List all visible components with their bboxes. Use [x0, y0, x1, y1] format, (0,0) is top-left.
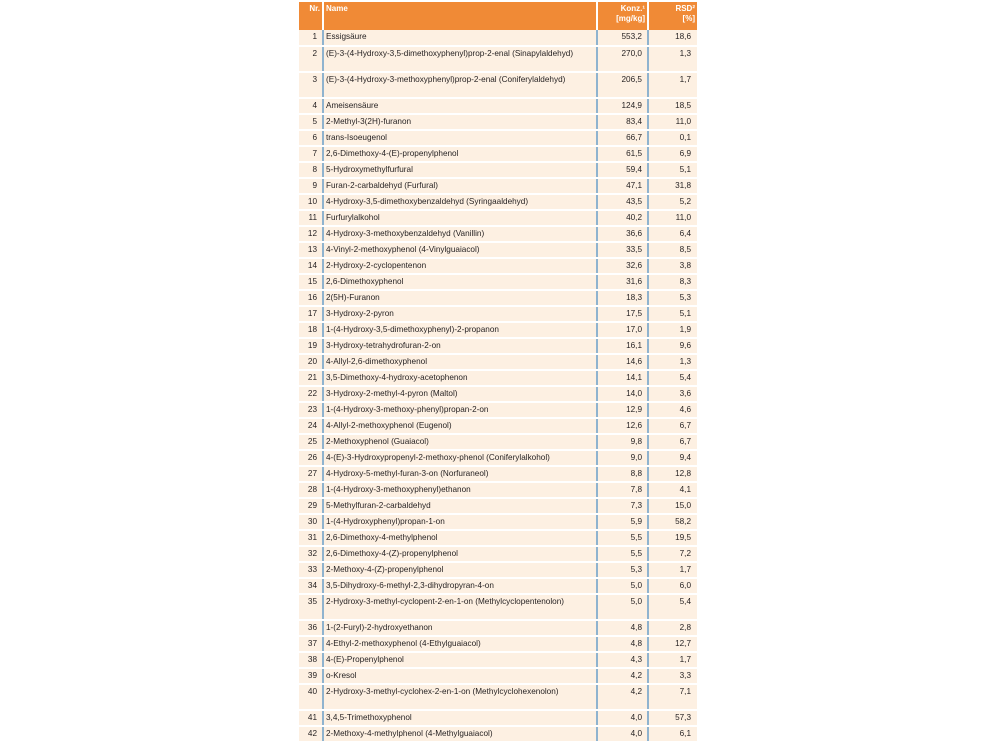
row-name: 2-Hydroxy-3-methyl-cyclohex-2-en-1-on (Methylcyclohexenolon) [323, 684, 597, 710]
row-rsd: 19,5 [648, 530, 697, 546]
table-row [299, 194, 697, 210]
row-rsd: 1,7 [648, 72, 697, 98]
row-name: 2-Methoxyphenol (Guaiacol) [323, 434, 597, 450]
table-row [299, 46, 697, 72]
table-row [299, 306, 697, 322]
table-row [299, 114, 697, 130]
row-nr: 12 [299, 226, 323, 242]
row-konz: 5,5 [597, 546, 648, 562]
row-nr: 14 [299, 258, 323, 274]
row-name: 4-Hydroxy-3-methoxybenzaldehyd (Vanillin) [323, 226, 597, 242]
row-name: 2-Hydroxy-2-cyclopentenon [323, 258, 597, 274]
row-konz: 5,0 [597, 594, 648, 620]
row-konz: 7,3 [597, 498, 648, 514]
row-konz: 32,6 [597, 258, 648, 274]
row-konz: 59,4 [597, 162, 648, 178]
row-nr: 20 [299, 354, 323, 370]
row-name: Furan-2-carbaldehyd (Furfural) [323, 178, 597, 194]
row-konz: 5,3 [597, 562, 648, 578]
table-row [299, 594, 697, 620]
table-row [299, 514, 697, 530]
row-nr: 30 [299, 514, 323, 530]
row-nr: 24 [299, 418, 323, 434]
row-nr: 23 [299, 402, 323, 418]
row-nr: 3 [299, 72, 323, 98]
row-nr: 17 [299, 306, 323, 322]
row-konz: 83,4 [597, 114, 648, 130]
row-name: (E)-3-(4-Hydroxy-3,5-dimethoxyphenyl)prop-2-enal (Sinapylaldehyd) [323, 46, 597, 72]
row-nr: 16 [299, 290, 323, 306]
table-row [299, 226, 697, 242]
table-row [299, 72, 697, 98]
header-rsd-label: RSD² [675, 4, 695, 13]
table-row [299, 668, 697, 684]
row-rsd: 6,1 [648, 726, 697, 742]
row-nr: 33 [299, 562, 323, 578]
row-rsd: 0,1 [648, 130, 697, 146]
row-rsd: 57,3 [648, 710, 697, 726]
row-name: Ameisensäure [323, 98, 597, 114]
row-konz: 4,8 [597, 620, 648, 636]
row-konz: 36,6 [597, 226, 648, 242]
row-name: 3-Hydroxy-2-methyl-4-pyron (Maltol) [323, 386, 597, 402]
table-row [299, 434, 697, 450]
header-rsd-unit: [%] [682, 14, 695, 23]
row-konz: 16,1 [597, 338, 648, 354]
row-konz: 17,0 [597, 322, 648, 338]
row-nr: 19 [299, 338, 323, 354]
table-row [299, 354, 697, 370]
row-rsd: 1,7 [648, 652, 697, 668]
table-row [299, 98, 697, 114]
row-konz: 270,0 [597, 46, 648, 72]
row-name: (E)-3-(4-Hydroxy-3-methoxyphenyl)prop-2-enal (Coniferylaldehyd) [323, 72, 597, 98]
row-rsd: 6,9 [648, 146, 697, 162]
row-nr: 38 [299, 652, 323, 668]
row-konz: 4,0 [597, 726, 648, 742]
row-rsd: 18,6 [648, 30, 697, 46]
row-konz: 5,5 [597, 530, 648, 546]
row-name: 4-Vinyl-2-methoxyphenol (4-Vinylguaiacol) [323, 242, 597, 258]
row-nr: 6 [299, 130, 323, 146]
row-name: 2,6-Dimethoxy-4-(E)-propenylphenol [323, 146, 597, 162]
table-row [299, 178, 697, 194]
header-nr: Nr. [299, 2, 323, 30]
table-row [299, 530, 697, 546]
row-rsd: 5,3 [648, 290, 697, 306]
row-rsd: 3,6 [648, 386, 697, 402]
row-name: trans-Isoeugenol [323, 130, 597, 146]
row-rsd: 1,3 [648, 46, 697, 72]
row-nr: 4 [299, 98, 323, 114]
row-rsd: 3,8 [648, 258, 697, 274]
row-rsd: 9,4 [648, 450, 697, 466]
table-row [299, 402, 697, 418]
row-rsd: 1,9 [648, 322, 697, 338]
row-konz: 9,0 [597, 450, 648, 466]
row-rsd: 9,6 [648, 338, 697, 354]
row-konz: 18,3 [597, 290, 648, 306]
row-nr: 35 [299, 594, 323, 620]
row-nr: 9 [299, 178, 323, 194]
row-nr: 22 [299, 386, 323, 402]
row-name: 3,5-Dihydroxy-6-methyl-2,3-dihydropyran-4-on [323, 578, 597, 594]
header-name: Name [323, 2, 597, 30]
row-konz: 66,7 [597, 130, 648, 146]
row-name: 1-(2-Furyl)-2-hydroxyethanon [323, 620, 597, 636]
table-row [299, 450, 697, 466]
table-row [299, 684, 697, 710]
row-name: 1-(4-Hydroxy-3-methoxyphenyl)ethanon [323, 482, 597, 498]
row-rsd: 5,1 [648, 306, 697, 322]
row-name: 2(5H)-Furanon [323, 290, 597, 306]
table-row [299, 290, 697, 306]
compound-table [299, 2, 697, 743]
row-rsd: 18,5 [648, 98, 697, 114]
row-rsd: 8,3 [648, 274, 697, 290]
row-konz: 4,8 [597, 636, 648, 652]
row-nr: 2 [299, 46, 323, 72]
row-name: 2,6-Dimethoxyphenol [323, 274, 597, 290]
table-row [299, 482, 697, 498]
row-rsd: 12,7 [648, 636, 697, 652]
row-konz: 4,0 [597, 710, 648, 726]
table-row [299, 274, 697, 290]
table-row [299, 710, 697, 726]
row-nr: 13 [299, 242, 323, 258]
row-name: 4-Allyl-2-methoxyphenol (Eugenol) [323, 418, 597, 434]
row-nr: 8 [299, 162, 323, 178]
header-konz-unit: [mg/kg] [616, 14, 645, 23]
row-nr: 29 [299, 498, 323, 514]
row-konz: 5,9 [597, 514, 648, 530]
row-name: 4-Ethyl-2-methoxyphenol (4-Ethylguaiacol) [323, 636, 597, 652]
table-body [299, 30, 697, 742]
row-name: 2-Methoxy-4-methylphenol (4-Methylguaiacol) [323, 726, 597, 742]
row-nr: 41 [299, 710, 323, 726]
row-rsd: 8,5 [648, 242, 697, 258]
row-rsd: 4,6 [648, 402, 697, 418]
table-row [299, 370, 697, 386]
row-rsd: 6,4 [648, 226, 697, 242]
table-header [299, 2, 697, 30]
row-konz: 17,5 [597, 306, 648, 322]
row-nr: 21 [299, 370, 323, 386]
table-row [299, 210, 697, 226]
row-nr: 18 [299, 322, 323, 338]
table-row [299, 242, 697, 258]
row-name: Essigsäure [323, 30, 597, 46]
header-konz [597, 2, 648, 30]
row-nr: 32 [299, 546, 323, 562]
row-name: 1-(4-Hydroxy-3,5-dimethoxyphenyl)-2-propanon [323, 322, 597, 338]
row-konz: 14,0 [597, 386, 648, 402]
table-row [299, 652, 697, 668]
table-row [299, 322, 697, 338]
row-konz: 40,2 [597, 210, 648, 226]
header-konz-label: Konz.¹ [620, 4, 645, 13]
row-name: 3,4,5-Trimethoxyphenol [323, 710, 597, 726]
row-name: 4-Hydroxy-3,5-dimethoxybenzaldehyd (Syringaaldehyd) [323, 194, 597, 210]
row-name: 4-Allyl-2,6-dimethoxyphenol [323, 354, 597, 370]
row-nr: 25 [299, 434, 323, 450]
row-rsd: 7,1 [648, 684, 697, 710]
row-konz: 4,3 [597, 652, 648, 668]
row-konz: 43,5 [597, 194, 648, 210]
row-konz: 4,2 [597, 684, 648, 710]
table-row [299, 146, 697, 162]
row-konz: 553,2 [597, 30, 648, 46]
row-konz: 33,5 [597, 242, 648, 258]
row-rsd: 58,2 [648, 514, 697, 530]
row-nr: 37 [299, 636, 323, 652]
row-konz: 9,8 [597, 434, 648, 450]
row-konz: 47,1 [597, 178, 648, 194]
row-name: 4-(E)-Propenylphenol [323, 652, 597, 668]
row-nr: 10 [299, 194, 323, 210]
row-konz: 4,2 [597, 668, 648, 684]
row-nr: 36 [299, 620, 323, 636]
row-konz: 31,6 [597, 274, 648, 290]
table-row [299, 578, 697, 594]
row-konz: 124,9 [597, 98, 648, 114]
row-nr: 28 [299, 482, 323, 498]
table-row [299, 546, 697, 562]
row-nr: 39 [299, 668, 323, 684]
row-rsd: 15,0 [648, 498, 697, 514]
table-row [299, 162, 697, 178]
row-rsd: 11,0 [648, 114, 697, 130]
row-nr: 31 [299, 530, 323, 546]
row-rsd: 12,8 [648, 466, 697, 482]
row-rsd: 5,4 [648, 594, 697, 620]
table-row [299, 386, 697, 402]
row-rsd: 5,4 [648, 370, 697, 386]
row-name: 2,6-Dimethoxy-4-methylphenol [323, 530, 597, 546]
table-row [299, 620, 697, 636]
row-name: 5-Methylfuran-2-carbaldehyd [323, 498, 597, 514]
row-konz: 7,8 [597, 482, 648, 498]
row-konz: 61,5 [597, 146, 648, 162]
row-rsd: 7,2 [648, 546, 697, 562]
row-name: o-Kresol [323, 668, 597, 684]
table-row [299, 418, 697, 434]
row-konz: 8,8 [597, 466, 648, 482]
row-nr: 27 [299, 466, 323, 482]
row-nr: 11 [299, 210, 323, 226]
row-rsd: 6,0 [648, 578, 697, 594]
row-name: 3,5-Dimethoxy-4-hydroxy-acetophenon [323, 370, 597, 386]
row-name: 4-(E)-3-Hydroxypropenyl-2-methoxy-phenol (Coniferylalkohol) [323, 450, 597, 466]
row-name: 3-Hydroxy-tetrahydrofuran-2-on [323, 338, 597, 354]
row-nr: 7 [299, 146, 323, 162]
row-rsd: 3,3 [648, 668, 697, 684]
row-nr: 5 [299, 114, 323, 130]
table-row [299, 130, 697, 146]
row-nr: 40 [299, 684, 323, 710]
row-konz: 14,1 [597, 370, 648, 386]
row-rsd: 6,7 [648, 418, 697, 434]
row-nr: 15 [299, 274, 323, 290]
row-name: Furfurylalkohol [323, 210, 597, 226]
row-name: 2-Methoxy-4-(Z)-propenylphenol [323, 562, 597, 578]
row-rsd: 11,0 [648, 210, 697, 226]
table-row [299, 726, 697, 742]
row-nr: 26 [299, 450, 323, 466]
row-konz: 12,6 [597, 418, 648, 434]
header-rsd [648, 2, 697, 30]
row-name: 4-Hydroxy-5-methyl-furan-3-on (Norfuraneol) [323, 466, 597, 482]
row-name: 2,6-Dimethoxy-4-(Z)-propenylphenol [323, 546, 597, 562]
row-nr: 1 [299, 30, 323, 46]
row-name: 2-Hydroxy-3-methyl-cyclopent-2-en-1-on (Methylcyclopentenolon) [323, 594, 597, 620]
table-row [299, 30, 697, 46]
table-row [299, 498, 697, 514]
table-row [299, 466, 697, 482]
row-nr: 42 [299, 726, 323, 742]
row-nr: 34 [299, 578, 323, 594]
row-rsd: 2,8 [648, 620, 697, 636]
row-rsd: 6,7 [648, 434, 697, 450]
row-name: 2-Methyl-3(2H)-furanon [323, 114, 597, 130]
table-row [299, 338, 697, 354]
row-name: 5-Hydroxymethylfurfural [323, 162, 597, 178]
row-rsd: 5,2 [648, 194, 697, 210]
table-row [299, 562, 697, 578]
row-rsd: 5,1 [648, 162, 697, 178]
row-konz: 5,0 [597, 578, 648, 594]
row-rsd: 31,8 [648, 178, 697, 194]
table-row [299, 258, 697, 274]
row-konz: 14,6 [597, 354, 648, 370]
row-name: 1-(4-Hydroxy-3-methoxy-phenyl)propan-2-on [323, 402, 597, 418]
row-konz: 12,9 [597, 402, 648, 418]
row-name: 1-(4-Hydroxyphenyl)propan-1-on [323, 514, 597, 530]
row-rsd: 4,1 [648, 482, 697, 498]
row-rsd: 1,7 [648, 562, 697, 578]
row-rsd: 1,3 [648, 354, 697, 370]
row-name: 3-Hydroxy-2-pyron [323, 306, 597, 322]
row-konz: 206,5 [597, 72, 648, 98]
table-row [299, 636, 697, 652]
